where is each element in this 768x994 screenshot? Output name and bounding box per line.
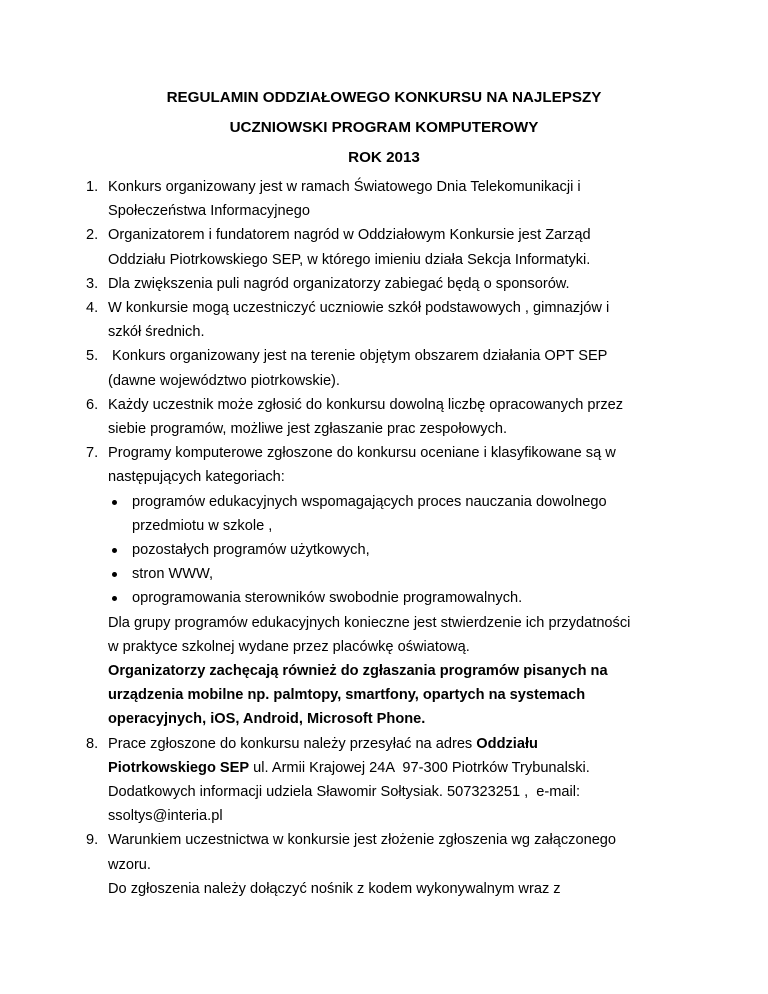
rule-text-line: Konkurs organizowany jest w ramach Światowego Dnia Telekomunikacji i bbox=[108, 179, 581, 195]
category-text-line: pozostałych programów użytkowych, bbox=[132, 542, 370, 559]
rule-text-line: Do zgłoszenia należy dołączyć nośnik z kodem wykonywalnym wraz z bbox=[108, 880, 561, 897]
bullet-icon bbox=[112, 596, 117, 601]
rule-text-line: Warunkiem uczestnictwa w konkursie jest złożenie zgłoszenia wg załączonego bbox=[108, 832, 617, 849]
rule-item-4 bbox=[0, 296, 678, 344]
bullet-icon bbox=[112, 500, 117, 505]
category-list bbox=[108, 490, 678, 611]
email-address: ssoltys@interia.pl bbox=[108, 808, 223, 825]
postal-address: ul. Armii Krajowej 24A 97-300 Piotrków Trybunalski. bbox=[249, 759, 590, 776]
rule-item-6 bbox=[0, 393, 678, 441]
rule-text-line: Konkurs organizowany jest na terenie objętym obszarem działania OPT SEP bbox=[108, 348, 608, 365]
rule-number: 1. bbox=[86, 179, 99, 195]
rule-text-line bbox=[108, 756, 678, 780]
rule-text-line: szkół średnich. bbox=[108, 324, 205, 341]
rule-text-line bbox=[108, 732, 678, 756]
rule-text-line: w praktyce szkolnej wydane przez placówkę oświatową. bbox=[108, 638, 470, 655]
rule-text-line: (dawne województwo piotrkowskie). bbox=[108, 372, 340, 389]
rule-bold-line: urządzenia mobilne np. palmtopy, smartfony, opartych na systemach bbox=[108, 687, 586, 704]
rule-item-7 bbox=[0, 441, 678, 731]
rule-text-line: Każdy uczestnik może zgłosić do konkursu dowolną liczbę opracowanych przez bbox=[108, 396, 624, 413]
rule-item-1 bbox=[0, 175, 678, 223]
address-intro-text: Prace zgłoszone do konkursu należy przesyłać na adres bbox=[108, 735, 477, 752]
rule-text-line: następujących kategoriach: bbox=[108, 469, 285, 486]
rule-number: 4. bbox=[86, 300, 99, 317]
rules-list bbox=[0, 175, 768, 901]
rule-item-2 bbox=[0, 223, 678, 271]
rule-text-line: Oddziału Piotrkowskiego SEP, w którego imieniu działa Sekcja Informatyki. bbox=[108, 251, 591, 268]
rule-item-3 bbox=[0, 272, 678, 296]
document-title-line-2: UCZNIOWSKI PROGRAM KOMPUTEROWY bbox=[229, 119, 539, 136]
category-text-line: oprogramowania sterowników swobodnie programowalnych. bbox=[132, 590, 523, 607]
rule-text-line: Społeczeństwa Informacyjnego bbox=[108, 203, 310, 220]
category-text-line: stron WWW, bbox=[132, 566, 214, 583]
bullet-icon bbox=[112, 572, 117, 577]
category-item bbox=[108, 538, 678, 562]
contact-info-line: Dodatkowych informacji udziela Sławomir Sołtysiak. 507323251 , e-mail: bbox=[108, 784, 581, 801]
address-organization-continued: Piotrkowskiego SEP bbox=[108, 759, 250, 776]
rule-text-line: Dla zwiększenia puli nagród organizatorzy zabiegać będą o sponsorów. bbox=[108, 275, 570, 292]
rule-text-line: Programy komputerowe zgłoszone do konkursu oceniane i klasyfikowane są w bbox=[108, 445, 616, 462]
rule-text-line: wzoru. bbox=[108, 856, 151, 873]
category-item bbox=[108, 586, 678, 610]
rule-number: 3. bbox=[86, 275, 99, 292]
address-organization: Oddziału bbox=[476, 735, 538, 752]
document-title-line-1: REGULAMIN ODDZIAŁOWEGO KONKURSU NA NAJLEPSZY bbox=[166, 89, 602, 106]
rule-item-9 bbox=[0, 828, 678, 901]
rule-text-line: siebie programów, możliwe jest zgłaszanie prac zespołowych. bbox=[108, 421, 508, 438]
category-item bbox=[108, 562, 678, 586]
rule-number: 7. bbox=[86, 445, 99, 462]
category-item bbox=[108, 490, 678, 538]
category-text-line: programów edukacyjnych wspomagających proces nauczania dowolnego bbox=[132, 493, 607, 510]
bullet-icon bbox=[112, 548, 117, 553]
rule-item-8 bbox=[0, 732, 678, 829]
rule-bold-line: operacyjnych, iOS, Android, Microsoft Phone. bbox=[108, 711, 426, 728]
rule-text-line: Dla grupy programów edukacyjnych konieczne jest stwierdzenie ich przydatności bbox=[108, 614, 631, 631]
rule-number: 5. bbox=[86, 348, 99, 365]
rule-item-5 bbox=[0, 344, 678, 392]
document-title-year: ROK 2013 bbox=[348, 149, 420, 166]
category-text-line: przedmiotu w szkole , bbox=[132, 517, 273, 534]
rule-number: 8. bbox=[86, 735, 99, 752]
rule-text-line: Organizatorem i fundatorem nagród w Oddziałowym Konkursie jest Zarząd bbox=[108, 227, 591, 244]
rule-number: 9. bbox=[86, 832, 99, 849]
rule-number: 2. bbox=[86, 227, 99, 244]
rule-number: 6. bbox=[86, 396, 99, 413]
rule-bold-line: Organizatorzy zachęcają również do zgłaszania programów pisanych na bbox=[108, 663, 608, 680]
rule-text-line: W konkursie mogą uczestniczyć uczniowie szkół podstawowych , gimnazjów i bbox=[108, 300, 610, 317]
